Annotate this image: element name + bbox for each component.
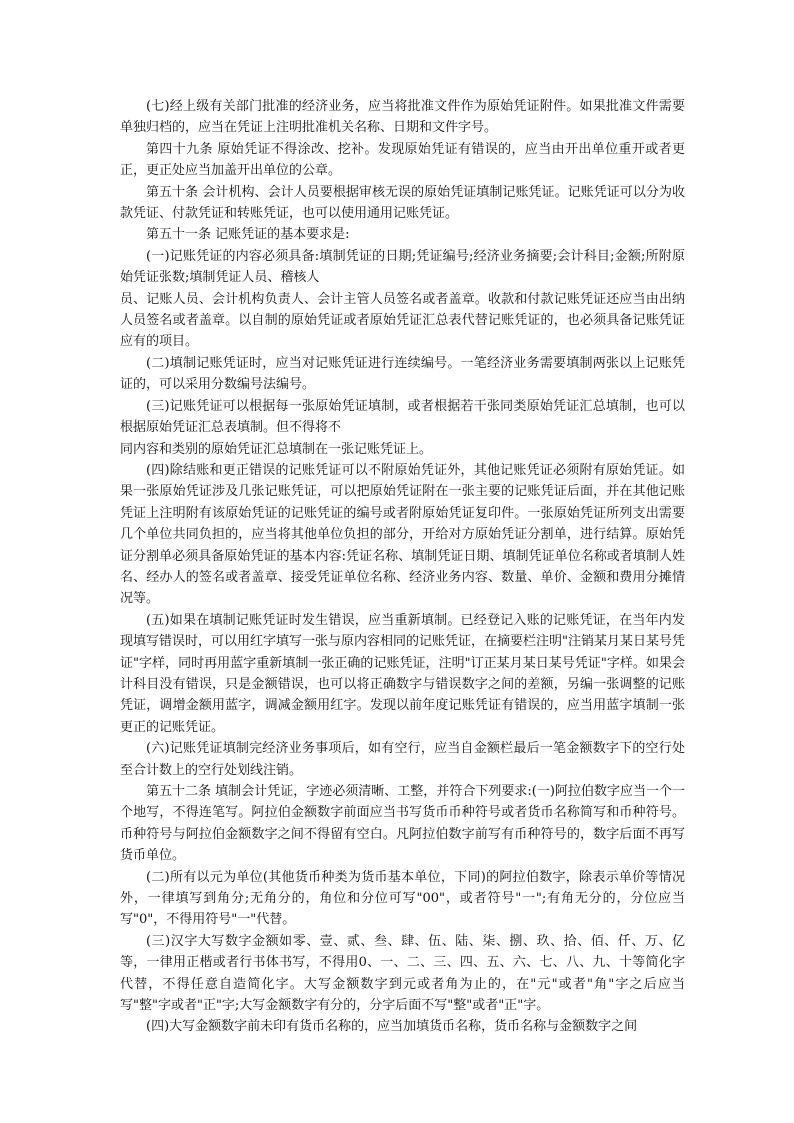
paragraph-item-3-continued: 同内容和类别的原始凭证汇总填制在一张记账凭证上。: [120, 441, 433, 457]
paragraph-article-52-item-2: (二)所有以元为单位(其他货币种类为货币基本单位，下同)的阿拉伯数字，除表示单价等情况外，一律填写到角分;无角分的，角位和分位可写"00"，或者符号"一";有角无分的，分位应当写"0"，不得用符号"一"代替。: [120, 869, 685, 928]
paragraph-item-3: (三)记账凭证可以根据每一张原始凭证填制，或者根据若干张同类原始凭证汇总填制，也可以根据原始凭证汇总表填制。但不得将不: [120, 398, 685, 436]
paragraph-item-1-continued: 员、记账人员、会计机构负责人、会计主管人员签名或者盖章。收款和付款记账凭证还应当由出纳人员签名或者盖章。以自制的原始凭证或者原始凭证汇总表代替记账凭证的，也必须具备记账凭证应有的项目。: [120, 291, 685, 350]
paragraph-item-4: (四)除结账和更正错误的记账凭证可以不附原始凭证外，其他记账凭证必须附有原始凭证。如果一张原始凭证涉及几张记账凭证，可以把原始凭证附在一张主要的记账凭证后面，并在其他记账凭证上注明附有该原始凭证的记账凭证的编号或者附原始凭证复印件。一张原始凭证所列支出需要几个单位共同负担的，应当将其他单位负担的部分，开给对方原始凭证分割单，进行结算。原始凭证分割单必须具备原始凭证的基本内容:凭证名称、填制凭证日期、填制凭证单位名称或者填制人姓名、经办人的签名或者盖章、接受凭证单位名称、经济业务内容、数量、单价、金额和费用分摊情况等。: [120, 462, 685, 607]
paragraph-item-5: (五)如果在填制记账凭证时发生错误，应当重新填制。已经登记入账的记账凭证，在当年内发现填写错误时，可以用红字填写一张与原内容相同的记账凭证，在摘要栏注明"注销某月某日某号凭证"字样，同时再用蓝字重新填制一张正确的记账凭证，注明"订正某月某日某号凭证"字样。如果会计科目没有错误，只是金额错误，也可以将正确数字与错误数字之间的差额，另编一张调整的记账凭证，调增金额用蓝字，调减金额用红字。发现以前年度记账凭证有错误的，应当用蓝字填制一张更正的记账凭证。: [120, 612, 685, 735]
paragraph-item-6: (六)记账凭证填制完经济业务事项后，如有空行，应当自金额栏最后一笔金额数字下的空行处至合计数上的空行处划线注销。: [120, 741, 685, 778]
paragraph-article-52-item-4: (四)大写金额数字前未印有货币名称的，应当加填货币名称，货币名称与金额数字之间: [146, 1019, 638, 1035]
paragraph-article-52-item-3: (三)汉字大写数字金额如零、壹、贰、叁、肆、伍、陆、柒、捌、玖、拾、佰、仟、万、亿等，一律用正楷或者行书体书写，不得用0、一、二、三、四、五、六、七、八、九、十等简化字代替，不得任意自造简化字。大写金额数字到元或者角为止的，在"元"或者"角"字之后应当写"整"字或者"正"字;大写金额数字有分的，分字后面不写"整"或者"正"字。: [120, 933, 685, 1014]
paragraph-attachment-rule: (七)经上级有关部门批准的经济业务，应当将批准文件作为原始凭证附件。如果批准文件需要单独归档的，应当在凭证上注明批准机关名称、日期和文件字号。: [120, 99, 685, 136]
document-page: [120, 96, 685, 1038]
paragraph-article-52: 第五十二条 填制会计凭证，字迹必须清晰、工整，并符合下列要求:(一)阿拉伯数字应当一个一个地写，不得连笔写。阿拉伯金额数字前面应当书写货币币种符号或者货币名称简写和币种符号。币种符号与阿拉伯金额数字之间不得留有空白。凡阿拉伯数字前写有币种符号的，数字后面不再写货币单位。: [120, 784, 685, 864]
paragraph-article-49: 第四十九条 原始凭证不得涂改、挖补。发现原始凭证有错误的，应当由开出单位重开或者更正，更正处应当加盖开出单位的公章。: [120, 141, 685, 179]
paragraph-item-2: (二)填制记账凭证时，应当对记账凭证进行连续编号。一笔经济业务需要填制两张以上记账凭证的，可以采用分数编号法编号。: [120, 355, 685, 393]
paragraph-article-51-heading: 第五十一条 记账凭证的基本要求是:: [146, 227, 350, 243]
paragraph-item-1: (一)记账凭证的内容必须具备:填制凭证的日期;凭证编号;经济业务摘要;会计科目;金额;所附原始凭证张数;填制凭证人员、稽核人: [120, 248, 685, 286]
paragraph-article-50: 第五十条 会计机构、会计人员要根据审核无误的原始凭证填制记账凭证。记账凭证可以分为收款凭证、付款凭证和转账凭证，也可以使用通用记账凭证。: [120, 184, 685, 222]
